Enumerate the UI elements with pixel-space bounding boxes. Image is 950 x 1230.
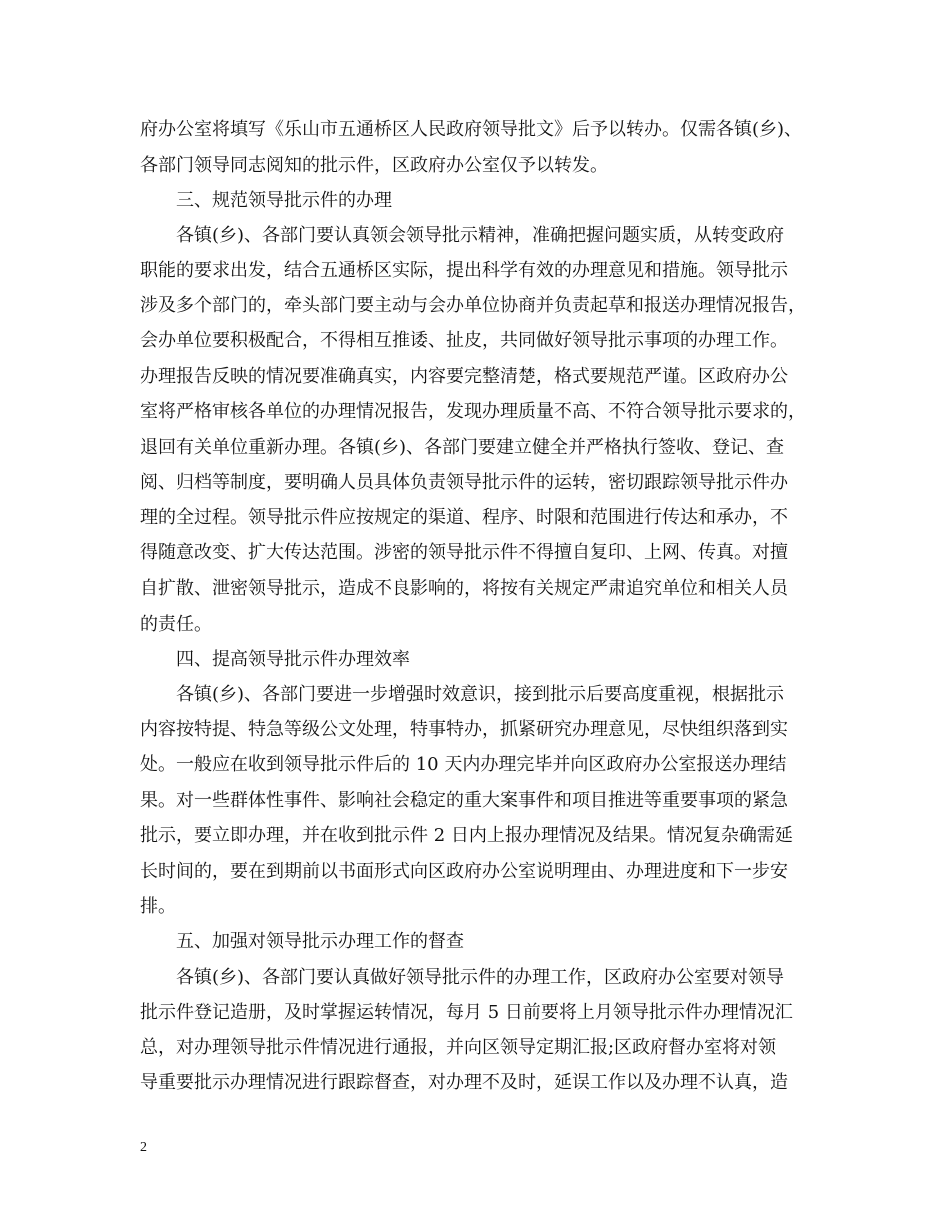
text-line: 府办公室将填写《乐山市五通桥区人民政府领导批文》后予以转办。仅需各镇(乡)、 bbox=[140, 119, 803, 140]
text-line: 会办单位要积极配合，不得相互推诿、扯皮，共同做好领导批示事项的办理工作。 bbox=[140, 330, 788, 351]
section-heading-3: 三、规范领导批示件的办理 bbox=[176, 190, 392, 211]
text-line: 总，对办理领导批示件情况进行通报，并向区领导定期汇报;区政府督办室将对领 bbox=[140, 1037, 777, 1058]
text-line: 退回有关单位重新办理。各镇(乡)、各部门要建立健全并严格执行签收、登记、查 bbox=[140, 437, 785, 458]
text-line: 涉及多个部门的，牵头部门要主动与会办单位协商并负责起草和报送办理情况报告， bbox=[140, 295, 806, 316]
page-number: 2 bbox=[140, 1140, 147, 1155]
text-line: 内容按特提、特急等级公文处理，特事特办，抓紧研究办理意见，尽快组织落到实 bbox=[140, 719, 788, 740]
section-heading-4: 四、提高领导批示件办理效率 bbox=[176, 649, 410, 670]
text-line: 导重要批示办理情况进行跟踪督查，对办理不及时，延误工作以及办理不认真，造 bbox=[140, 1072, 788, 1093]
text-line: 批示件登记造册，及时掌握运转情况，每月 5 日前要将上月领导批示件办理情况汇 bbox=[140, 1002, 793, 1023]
text-line: 理的全过程。领导批示件应按规定的渠道、程序、时限和范围进行传达和承办，不 bbox=[140, 507, 788, 528]
text-line: 的责任。 bbox=[140, 614, 212, 635]
text-line: 自扩散、泄密领导批示，造成不良影响的，将按有关规定严肃追究单位和相关人员 bbox=[140, 578, 788, 599]
text-line: 阅、归档等制度，要明确人员具体负责领导批示件的运转，密切跟踪领导批示件办 bbox=[140, 472, 788, 493]
section-heading-5: 五、加强对领导批示办理工作的督查 bbox=[176, 931, 464, 952]
text-line: 各镇(乡)、各部门要认真领会领导批示精神，准确把握问题实质，从转变政府 bbox=[176, 225, 785, 246]
text-line: 得随意改变、扩大传达范围。涉密的领导批示件不得擅自复印、上网、传真。对擅 bbox=[140, 542, 788, 563]
text-line: 各镇(乡)、各部门要进一步增强时效意识，接到批示后要高度重视，根据批示 bbox=[176, 684, 785, 705]
text-line: 排。 bbox=[140, 896, 176, 917]
text-line: 果。对一些群体性事件、影响社会稳定的重大案事件和项目推进等重要事项的紧急 bbox=[140, 790, 788, 811]
text-line: 各部门领导同志阅知的批示件，区政府办公室仅予以转发。 bbox=[140, 155, 608, 176]
text-line: 职能的要求出发，结合五通桥区实际，提出科学有效的办理意见和措施。领导批示 bbox=[140, 260, 788, 281]
text-line: 各镇(乡)、各部门要认真做好领导批示件的办理工作，区政府办公室要对领导 bbox=[176, 967, 785, 988]
text-line: 长时间的，要在到期前以书面形式向区政府办公室说明理由、办理进度和下一步安 bbox=[140, 861, 788, 882]
text-line: 办理报告反映的情况要准确真实，内容要完整清楚，格式要规范严谨。区政府办公 bbox=[140, 366, 788, 387]
text-line: 处。一般应在收到领导批示件后的 10 天内办理完毕并向区政府办公室报送办理结 bbox=[140, 754, 787, 775]
text-line: 室将严格审核各单位的办理情况报告，发现办理质量不高、不符合领导批示要求的， bbox=[140, 401, 806, 422]
text-line: 批示，要立即办理，并在收到批示件 2 日内上报办理情况及结果。情况复杂确需延 bbox=[140, 825, 793, 846]
